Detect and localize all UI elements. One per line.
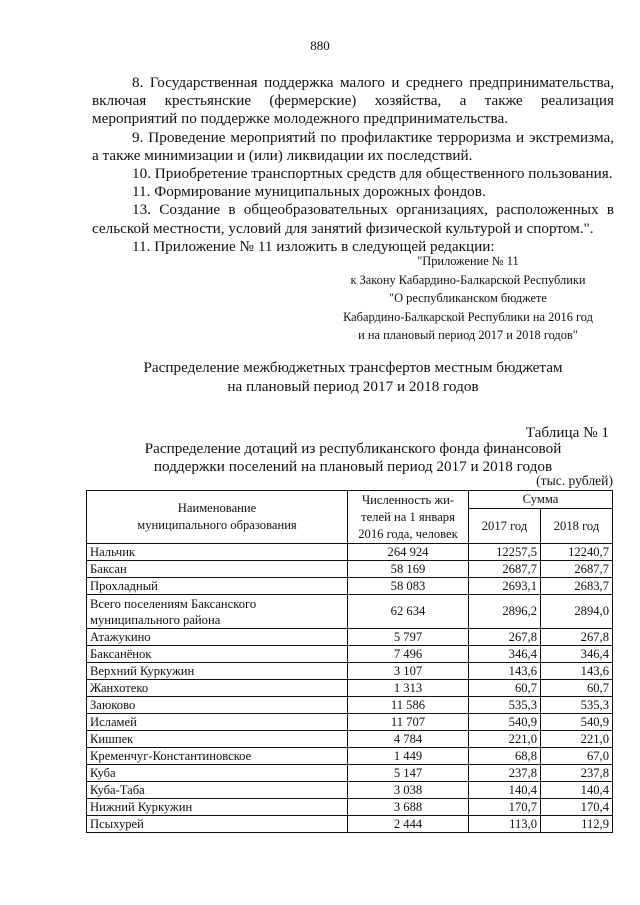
table-body	[87, 544, 613, 833]
name-cell: Прохладный	[87, 578, 348, 595]
population-cell: 4 784	[348, 731, 469, 748]
sum-2017-cell: 237,8	[469, 765, 541, 782]
table-row	[87, 697, 613, 714]
population-cell: 1 449	[348, 748, 469, 765]
appendix-line: Кабардино-Балкарской Республики на 2016 год	[343, 309, 593, 324]
paragraph-amendment-11: 11. Приложение № 11 изложить в следующей редакции:	[132, 237, 495, 255]
table-row	[87, 595, 613, 629]
population-cell: 58 169	[348, 561, 469, 578]
header-population-line: телей на 1 января	[361, 509, 455, 524]
paragraph-11: 11. Формирование муниципальных дорожных фондов.	[132, 183, 486, 201]
population-cell: 5 147	[348, 765, 469, 782]
sum-2017-cell: 2896,2	[469, 595, 541, 629]
sum-2017-cell: 140,4	[469, 782, 541, 799]
name-cell: Куба-Таба	[87, 782, 348, 799]
population-cell: 5 797	[348, 629, 469, 646]
table-row	[87, 765, 613, 782]
sum-2017-cell: 143,6	[469, 663, 541, 680]
table-row	[87, 816, 613, 833]
sum-2018-cell: 12240,7	[541, 544, 613, 561]
name-cell: Баксан	[87, 561, 348, 578]
sum-2018-cell: 2894,0	[541, 595, 613, 629]
sum-2018-cell: 237,8	[541, 765, 613, 782]
population-cell: 3 038	[348, 782, 469, 799]
population-cell: 3 107	[348, 663, 469, 680]
population-cell: 3 688	[348, 799, 469, 816]
section-title	[92, 358, 614, 396]
header-sum: Сумма	[469, 491, 613, 509]
header-year-2017: 2017 год	[469, 509, 541, 544]
sum-2018-cell: 540,9	[541, 714, 613, 731]
table-row	[87, 731, 613, 748]
appendix-line: к Закону Кабардино-Балкарской Республики	[350, 272, 586, 287]
name-cell: Нальчик	[87, 544, 348, 561]
table-row	[87, 544, 613, 561]
sum-2017-cell: 2687,7	[469, 561, 541, 578]
sum-2018-cell: 143,6	[541, 663, 613, 680]
sum-2018-cell: 67,0	[541, 748, 613, 765]
table-row	[87, 782, 613, 799]
header-year-2018: 2018 год	[541, 509, 613, 544]
name-cell: Жанхотеко	[87, 680, 348, 697]
name-cell: Всего поселениям Баксанского муниципального района	[87, 595, 348, 629]
table-caption	[92, 440, 614, 476]
table-row	[87, 680, 613, 697]
page-number: 880	[310, 38, 330, 53]
sum-2018-cell: 267,8	[541, 629, 613, 646]
header-population-line: 2016 года, человек	[358, 526, 458, 541]
header-name	[87, 491, 348, 544]
table-row	[87, 748, 613, 765]
sum-2018-cell: 112,9	[541, 816, 613, 833]
name-cell: Кременчуг-Константиновское	[87, 748, 348, 765]
name-cell: Верхний Куркужин	[87, 663, 348, 680]
sum-2017-cell: 68,8	[469, 748, 541, 765]
appendix-line: и на плановый период 2017 и 2018 годов"	[358, 328, 578, 343]
table-caption-line: поддержки поселений на плановый период 2017 и 2018 годов	[153, 458, 553, 475]
paragraph-10: 10. Приобретение транспортных средств для общественного пользования.	[132, 165, 613, 183]
name-cell: Баксанёнок	[87, 646, 348, 663]
table-row	[87, 799, 613, 816]
law-text	[92, 74, 614, 256]
population-cell: 1 313	[348, 680, 469, 697]
appendix-line: "Приложение № 11	[417, 254, 519, 268]
table-number: Таблица № 1	[525, 424, 609, 441]
table-row	[87, 663, 613, 680]
name-cell: Заюково	[87, 697, 348, 714]
header-name-line: Наименование	[177, 501, 257, 515]
paragraph-8: 8. Государственная поддержка малого и среднего предпринимательства, включая крестьянские (фермерские) хозяйства, а также реализация мероприятий по поддержке молодежного предпринимательства.	[92, 74, 614, 128]
unit-note: (тыс. рублей)	[536, 473, 613, 488]
population-cell: 62 634	[348, 595, 469, 629]
sum-2018-cell: 221,0	[541, 731, 613, 748]
name-cell: Исламей	[87, 714, 348, 731]
table-row	[87, 629, 613, 646]
table-header	[87, 491, 613, 544]
sum-2018-cell: 2683,7	[541, 578, 613, 595]
sum-2017-cell: 113,0	[469, 816, 541, 833]
paragraph-13: 13. Создание в общеобразовательных организациях, расположенных в сельской местности, условий для занятий физической культурой и спортом.".	[92, 201, 614, 237]
population-cell: 11 707	[348, 714, 469, 731]
sum-2017-cell: 267,8	[469, 629, 541, 646]
sum-2017-cell: 60,7	[469, 680, 541, 697]
sum-2018-cell: 140,4	[541, 782, 613, 799]
table-row	[87, 578, 613, 595]
population-cell: 264 924	[348, 544, 469, 561]
population-cell: 7 496	[348, 646, 469, 663]
section-title-line: Распределение межбюджетных трансфертов местным бюджетам	[143, 359, 563, 376]
sum-2017-cell: 221,0	[469, 731, 541, 748]
appendix-line: "О республиканском бюджете	[389, 291, 547, 306]
table-row	[87, 561, 613, 578]
appendix-reference	[318, 252, 618, 345]
table-caption-line: Распределение дотаций из республиканского фонда финансовой	[144, 440, 562, 457]
name-cell: Кишпек	[87, 731, 348, 748]
name-cell: Атажукино	[87, 629, 348, 646]
name-cell: Нижний Куркужин	[87, 799, 348, 816]
name-cell: Псыхурей	[87, 816, 348, 833]
sum-2017-cell: 2693,1	[469, 578, 541, 595]
sum-2018-cell: 346,4	[541, 646, 613, 663]
population-cell: 2 444	[348, 816, 469, 833]
header-population-line: Численность жи-	[361, 492, 455, 507]
sum-2017-cell: 346,4	[469, 646, 541, 663]
paragraph-9: 9. Проведение мероприятий по профилактике терроризма и экстремизма, а также минимизации и (или) ликвидации их последствий.	[92, 128, 614, 164]
table-row	[87, 714, 613, 731]
sum-2017-cell: 12257,5	[469, 544, 541, 561]
population-cell: 58 083	[348, 578, 469, 595]
population-cell: 11 586	[348, 697, 469, 714]
sum-2017-cell: 540,9	[469, 714, 541, 731]
sum-2017-cell: 535,3	[469, 697, 541, 714]
dotations-table	[86, 490, 613, 833]
table-row	[87, 646, 613, 663]
sum-2018-cell: 535,3	[541, 697, 613, 714]
header-population	[348, 491, 469, 544]
name-cell: Куба	[87, 765, 348, 782]
sum-2017-cell: 170,7	[469, 799, 541, 816]
header-name-line: муниципального образования	[137, 518, 297, 532]
sum-2018-cell: 2687,7	[541, 561, 613, 578]
sum-2018-cell: 170,4	[541, 799, 613, 816]
section-title-line: на плановый период 2017 и 2018 годов	[227, 378, 479, 395]
sum-2018-cell: 60,7	[541, 680, 613, 697]
